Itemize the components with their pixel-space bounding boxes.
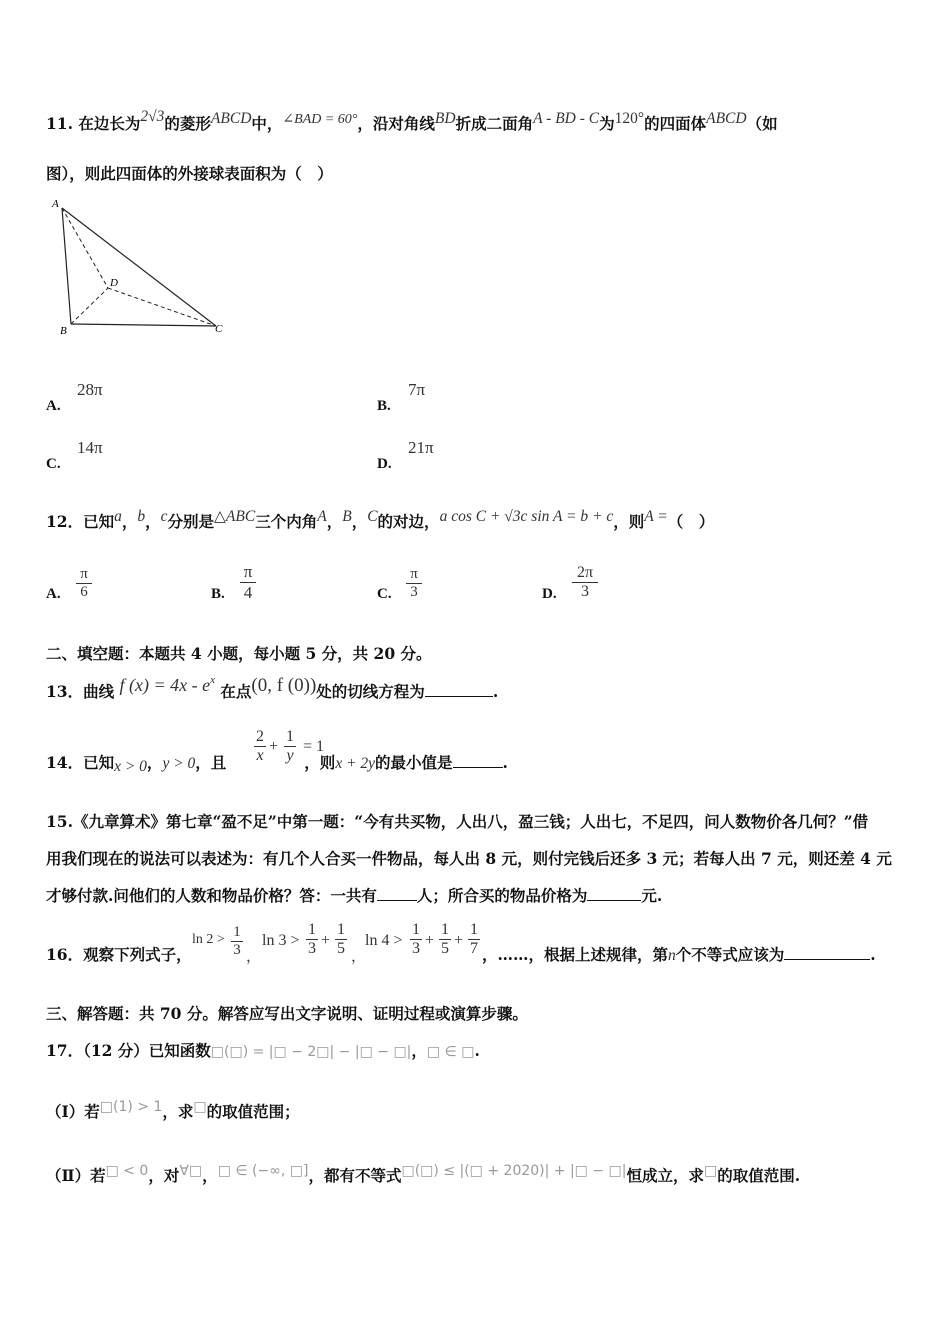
q12-equation: a cos C + √3c sin A = b + c [439, 508, 614, 525]
q13-point: (0, f (0)) [251, 675, 317, 696]
q16-ln3: ln 3 > [262, 932, 300, 949]
section2-heading: 二、填空题：本题共 4 小题，每小题 5 分，共 20 分。 [46, 644, 432, 663]
q11-option-a-value[interactable]: 28π [77, 380, 103, 399]
vertex-c-label: C [215, 323, 223, 335]
vertex-d-label: D [110, 277, 118, 289]
q13-answer-blank[interactable] [425, 682, 493, 697]
q16-line: 16．观察下列式子， [46, 945, 192, 964]
side-length-math: 2√3 [140, 108, 165, 125]
dihedral-math: A - BD - C [533, 110, 600, 127]
q13-function: f (x) = 4x - e [119, 675, 211, 695]
q12-line: 12．已知a，b，c分别是△ABC三个内角A，B，C的对边，a cos C + √3c sin A = b + c，则A =（ ） [46, 508, 715, 531]
q17-line: 17．（12 分）已知函数□(□) = |□ − 2□| − |□ − □|，□ ∈ □. [46, 1041, 480, 1060]
q15-price-blank[interactable] [587, 886, 641, 901]
q12-option-c-fraction[interactable]: $\frac{\pi}{3}$ [406, 566, 422, 601]
q15-line2: 用我们现在的说法可以表述为：有几个人合买一件物品，每人出 8 元，则付完钱后还多 3 元；若每人出 7 元，则还差 4 元 [46, 849, 892, 868]
q12-option-a-label[interactable]: A. [46, 586, 61, 602]
section3-heading: 三、解答题：共 70 分。解答应写出文字说明、证明过程或演算步骤。 [46, 1004, 528, 1023]
q16-ln4: ln 4 > [365, 932, 403, 949]
q11-option-d-value[interactable]: 21π [408, 438, 434, 457]
q11-option-a-label[interactable]: A. [46, 398, 61, 414]
q11-option-b-label[interactable]: B. [377, 398, 391, 414]
angle-math: ∠BAD = 60° [282, 112, 358, 127]
q13-line: 13．曲线 f $(x) = 4x - e^x$ 在点(0, f (0))处的切线方程为 . [46, 674, 499, 701]
q15-people-blank[interactable] [377, 886, 417, 901]
q11-line2: 图），则此四面体的外接球表面积为（ ） [46, 164, 333, 183]
q16-ln2: ln 2 > [192, 932, 225, 947]
vertex-a-label: A [52, 198, 59, 210]
q16-line-tail: ，……，根据上述规律，第n个不等式应该为 . [482, 945, 876, 964]
q12-option-d-fraction[interactable]: $\frac{2\pi}{3}$ [572, 564, 598, 601]
q11-option-c-value[interactable]: 14π [77, 438, 103, 457]
q14-line: 14．已知x > 0，y > 0，且 ，则x + 2y的最小值是 . [46, 753, 508, 775]
tetrahedron-figure [46, 196, 236, 338]
q14-fraction-1-over-y: $\frac{1}{y}$ [286, 728, 294, 764]
q12-option-a-fraction[interactable]: $\frac{\pi}{6}$ [76, 566, 92, 601]
q14-answer-blank[interactable] [453, 753, 503, 768]
q11-number: 11. [46, 114, 73, 133]
q12-option-d-label[interactable]: D. [542, 586, 557, 602]
q17-part2: （Ⅱ）若□ < 0，对∀□，□ ∈ (−∞, □]，都有不等式□(□) ≤ |(□ + 2020)| + |□ − □|恒成立，求□的取值范围. [46, 1163, 801, 1185]
q11-option-c-label[interactable]: C. [46, 456, 61, 472]
vertex-b-label: B [60, 325, 67, 337]
q14-fraction-2-over-x: $\frac{2}{x}$ [256, 728, 264, 764]
q11-option-d-label[interactable]: D. [377, 456, 392, 472]
q17-function-image: □(□) = |□ − 2□| − |□ − □| [210, 1044, 412, 1060]
q16-answer-blank[interactable] [784, 945, 870, 960]
q11-option-b-value[interactable]: 7π [408, 380, 426, 399]
q12-option-b-fraction[interactable]: $\frac{\pi}{4}$ [240, 562, 256, 603]
q12-option-b-label[interactable]: B. [211, 586, 225, 602]
q17-part1: （Ⅰ）若□(1) > 1，求□的取值范围； [46, 1099, 300, 1121]
q11-line1: 11. 在边长为2√3的菱形ABCD中，∠BAD = 60°，沿对角线BD折成二面角A - BD - C为120°的四面体ABCD（如 [46, 108, 778, 133]
q15-line1: 15.《九章算术》第七章“盈不足”中第一题：“今有共买物，人出八，盈三钱；人出七，不足四，问人数物价各几何？”借 [46, 812, 869, 831]
q12-option-c-label[interactable]: C. [377, 586, 392, 602]
q15-line3: 才够付款.问他们的人数和物品价格？答：一共有 人；所合买的物品价格为 元. [46, 886, 663, 905]
